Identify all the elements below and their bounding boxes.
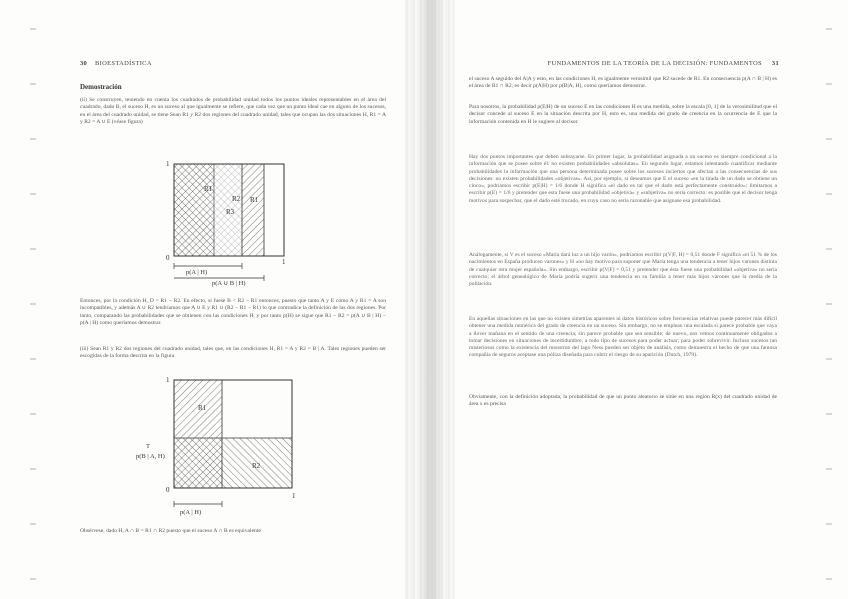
paragraph-5: Obviamente, con la definición adoptada, la probabilidad de que un punto aleatorio se sitúe en una región R(x) del cuadrado unidad de área x es precisa [469,394,777,408]
figure-1 [164,156,314,286]
figure-1-svg [164,156,314,286]
figure-2-region-r1: R1 [198,404,207,412]
right-page-number: 31 [771,60,779,67]
figure-1-region-r1-inner: R1 [204,185,213,193]
section-heading: Demostración [80,83,122,91]
left-page [76,0,394,599]
left-page-number: 30 [80,60,88,67]
figure-1-measure-1: p(A | H) [186,269,208,276]
paragraph-4: En aquellas situaciones en las que no existen simetrías aparentes ni datos históricos sobre frecuencias relativas puede parecer más difícil obtener una medida numérica del grado de creencia en un suceso. Sin embargo, no se emplean una escalada si parece probable que vaya a llover mañana en el sentido de una creencia; sin parece probable que sea sensible; de nuevo, nos vemos continuamente obligados a tomar decisiones en situaciones de incertidumbre, a todo tipo de sucesos para poder actuar; para poder sobrevivir. Incluso sucesos tan misteriosos como la existencia del monstruo del lago Ness pueden ser objeto de análisis, como demuestra el hecho de que una famosa compañía de seguros aceptase una póliza diseñada para cubrir el riesgo de su aparición (Dutch, 1979). [469,316,777,359]
figure-1-origin-label: 0 [166,254,170,262]
paragraph-bottom: Obsérvese, dado H, A ∩ B = R1 ∩ R2 puesto que el suceso A ∩ B es equivalente [80,528,261,534]
figure-1-top-label: 1 [166,160,170,168]
figure-2-svg [136,366,316,516]
paragraph-iii: (iii) Sean R1 y R2 dos regiones del cuadrado unidad, tales que, en las condiciones H, R1 = A y R2 = B | A. Tales regiones pueden ser escogidas de la forma descrita en la figura [80,346,386,360]
figure-2-top-label: 1 [166,376,170,384]
figure-2-right-label: 1 [292,492,296,500]
figure-1-right-label: 1 [282,258,286,266]
right-page [467,0,779,599]
figure-2-region-r2: R2 [252,462,261,470]
right-running-title: FUNDAMENTOS DE LA TEORÍA DE LA DECISIÓN: FUNDAMENTOS [547,60,762,67]
figure-1-region-r3: R3 [226,208,235,216]
right-running-head [548,60,779,67]
figure-2-origin-label: 0 [166,486,170,494]
figure-2-x-measure: p(A | H) [180,509,202,516]
paragraph-top: el suceso A seguido del A|A y esto, en las condiciones H, es igualmente verosímil que R2 sucede de R1. En consecuencia p(A ∩ B | H) es el área de R1 ∩ R2, es decir p(A|H) por p(B|A, H), como queríamos demostrar. [469,76,777,90]
left-running-title: BIOESTADÍSTICA [95,60,152,67]
gutter-shadow [418,0,444,599]
figure-1-region-r1-outer: R1 [250,196,259,204]
figure-2 [136,366,316,516]
paragraph-ii: (ii) Se construyen, teniendo en cuenta los cuadrados de probabilidad unidad todos los puntos ideales representables en el área del cuadrado, dado B, el suceso H, es un suceso al que igualmente se refiere, que cada vez que un punto ideal cae en alguno de los sucesos, en el área del cuadrado unidad, se tiene Sean R1 y R2 dos regiones del cuadrado unidad, tales que ocupan las dos situaciones H, R1 = A y R2 = A ∪ E (véase figura) [80,97,386,125]
figure-2-y-measure: p(B | A, H) [136,453,165,460]
left-margin-marks [30,0,36,599]
figure-1-measure-2: p(A ∪ B | H) [212,280,246,287]
left-running-head [80,60,152,67]
paragraph-1: Para nosotros, la probabilidad p(E|H) de un suceso E en las condiciones H es una medida, sobre la escala [0, 1] de la verosimilitud que el decisor concede al suceso E en la situación descrita por H, esto es, una medida del grado de creencia en la ocurrencia de E que la información contenida en H le sugiere al decisor. [469,104,777,125]
figure-2-y-measure-top: T [146,443,150,450]
right-margin-marks [826,0,832,599]
figure-2-region-r2-fill [174,438,292,488]
figure-1-region-r2: R2 [232,195,241,203]
paragraph-2: Hay dos puntos importantes que deben subrayarse. En primer lugar, la probabilidad asignada a un suceso es siempre condicional a la información que se posee sobre él: no existen probabilidades «absolutas». En segundo lugar, estamos intentando cuantificar mediante probabilidades la información que una persona determinada posee sobre los sucesos inciertos que afectan a las consecuencias de sus decisiones: no existen probabilidades «objetivas». Así, por ejemplo, si deseamos que E el suceso «en la tirada de un dado se obtiene un cinco», podríamos escribir p(E|H) = 1/6 donde H significa «el dado es tal que el dado está perfectamente construido»; limitarnos a escribir p(E) = 1/6 y pretender que esta fuese una probabilidad «objetiva» y «subjetiva» no sería correcto: es posible que el decisor tenga motivos para sospechar, que el dado esté trucado, en cuyo caso no sería razonable que asignase esa probabilidad. [469,154,777,204]
paragraph-3: Análogamente, si V es el suceso «María dará luz a un hijo varón», podríamos escribir p(V|F, H) = 0,51 donde F significa «el 51 % de los nacimientos en España producen varones» y H «no hay motivo para suponer que María tenga una tendencia a tener hijos varones distinta de cualquier otra mujer española». Sin embargo, escribir p(V|F) = 0,51 y pretender que ésta fuese una probabilidad «objetiva» no sería correcto; el árbol genealógico de María podría sugerir una tendencia en su familia a tener más hijos varones que la media de la población. [469,252,777,288]
paragraph-after-figure-1: Entonces, por la condición H, D = R1 − R2. En efecto, si fuese B < R2 − R1 entonces, puesto que tanto A y E como A y R1 = A son incompatibles, y además A ∪ R2 tendríamos que A ∪ E y R1 ∪ (R2 − R1 − R1) lo que contradice la definición de las dos regiones. Por tanto, comparando las probabilidades que se obtienen con las condiciones H, y por tanto p(H) se sigue que R1 − R2 = p(A ∪ B | H) − p(A | H) como queríamos demostrar. [80,298,386,326]
